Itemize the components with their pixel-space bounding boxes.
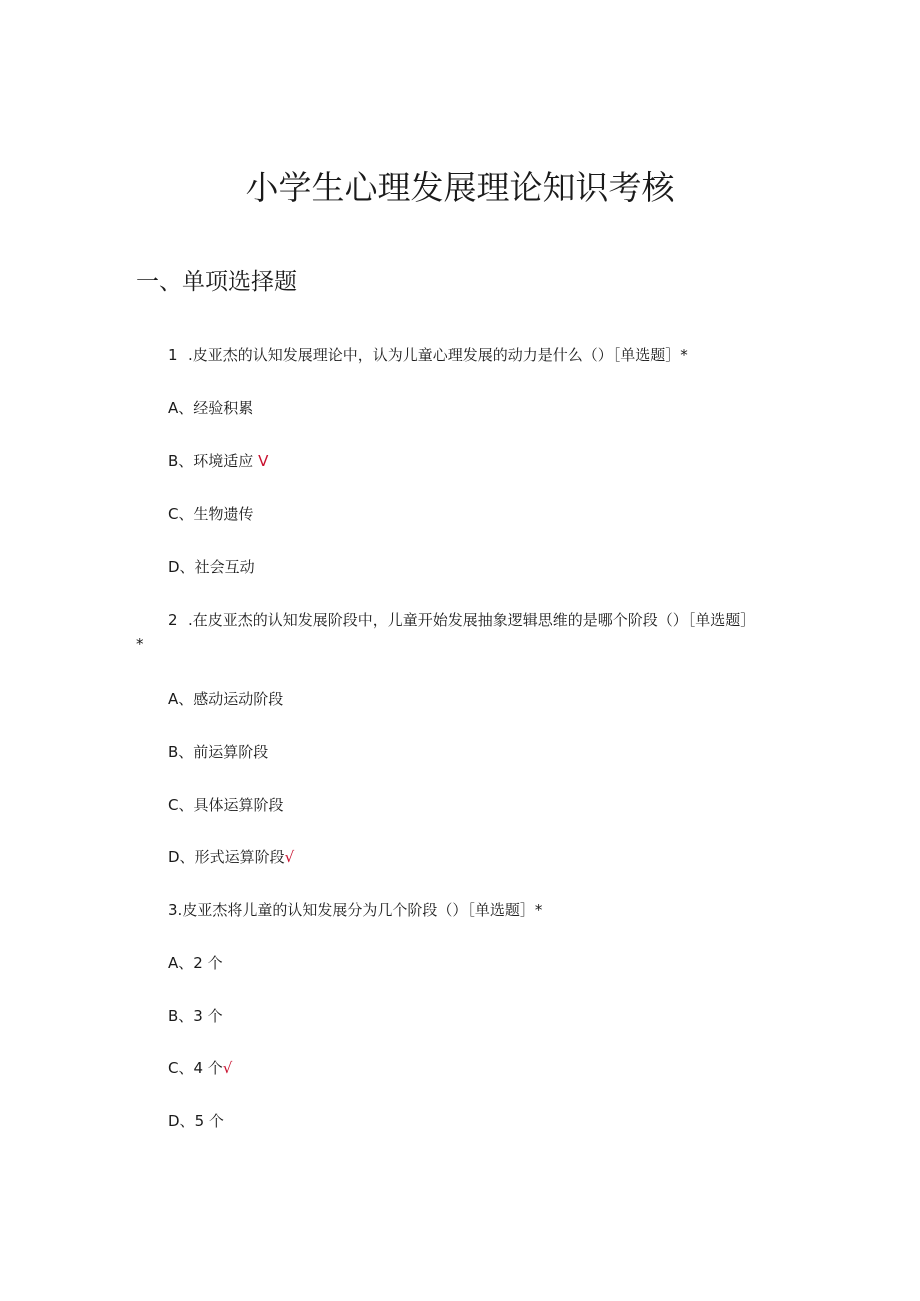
option-letter: D、 (168, 1112, 195, 1130)
document-title: 小学生心理发展理论知识考核 (245, 168, 675, 207)
option-3c[interactable] (168, 1058, 232, 1078)
option-letter: B、 (168, 1007, 194, 1025)
question-number: 3. (168, 901, 183, 919)
option-letter: C、 (168, 796, 194, 814)
question-3 (168, 900, 542, 920)
option-2a[interactable] (168, 689, 283, 709)
option-letter: D、 (168, 848, 195, 866)
question-number: 1 (168, 346, 178, 364)
option-text: 环境适应 (193, 452, 254, 470)
option-letter: B、 (168, 743, 194, 761)
option-3a[interactable] (168, 953, 223, 973)
option-letter: C、 (168, 1059, 194, 1077)
option-letter: A、 (168, 954, 194, 972)
check-mark: V (258, 452, 269, 470)
option-letter: A、 (168, 690, 194, 708)
option-3d[interactable] (168, 1111, 224, 1131)
option-text: 社会互动 (194, 558, 255, 576)
question-text: .在皮亚杰的认知发展阶段中，儿童开始发展抽象逻辑思维的是哪个阶段（）［单选题］ (188, 611, 756, 629)
check-mark: √ (222, 1059, 233, 1077)
question-text: 皮亚杰将儿童的认知发展分为几个阶段（）［单选题］* (182, 901, 543, 919)
question-text: .皮亚杰的认知发展理论中，认为儿童心理发展的动力是什么（）［单选题］* (188, 346, 688, 364)
section-heading: 一、单项选择题 (136, 269, 297, 295)
option-text: 2 个 (193, 954, 223, 972)
option-text: 前运算阶段 (193, 743, 269, 761)
option-3b[interactable] (168, 1006, 223, 1026)
option-text: 3 个 (193, 1007, 223, 1025)
option-1b[interactable] (168, 451, 268, 471)
option-letter: A、 (168, 399, 194, 417)
option-letter: D、 (168, 558, 195, 576)
option-text: 5 个 (194, 1112, 224, 1130)
option-text: 4 个 (193, 1059, 223, 1077)
question-1 (168, 345, 688, 365)
option-letter: B、 (168, 452, 194, 470)
option-1a[interactable] (168, 398, 253, 418)
option-2c[interactable] (168, 795, 284, 815)
option-text: 感动运动阶段 (193, 690, 284, 708)
question-number: 2 (168, 611, 178, 629)
option-text: 具体运算阶段 (193, 796, 284, 814)
option-1d[interactable] (168, 557, 255, 577)
check-mark: √ (284, 848, 295, 866)
option-2d[interactable] (168, 847, 294, 867)
question-2 (168, 610, 755, 630)
option-letter: C、 (168, 505, 194, 523)
option-2b[interactable] (168, 742, 268, 762)
option-text: 经验积累 (193, 399, 254, 417)
option-1c[interactable] (168, 504, 254, 524)
option-text: 形式运算阶段 (194, 848, 285, 866)
question-2-required-mark: * (136, 635, 144, 653)
option-text: 生物遗传 (193, 505, 254, 523)
